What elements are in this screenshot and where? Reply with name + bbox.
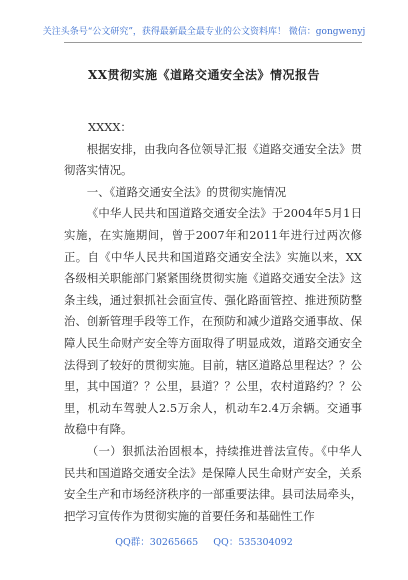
document-title: XX贯彻实施《道路交通安全法》情况报告 [87, 68, 321, 82]
salutation: XXXX： [88, 120, 132, 134]
section-heading: 一、《道路交通安全法》的贯彻实施情况 [86, 184, 287, 199]
paragraph-intro: 根据安排，由我向各位领导汇报《道路交通安全法》贯彻落实情况。 [64, 141, 362, 178]
header-note: 关注头条号“公文研究”，获得最新最全最专业的公文资料库！ 微信：gongwenyj [42, 27, 366, 37]
footer-note: QQ群：30265665 QQ：535304092 [115, 537, 293, 548]
paragraph-implementation: 《中华人民共和国道路交通安全法》于2004年5月1日实施，在实施期间，曾于2007年和2011年进行过两次修正。自《中华人民共和国道路交通安全法》实施以来，XX各级相关职能部门紧紧围绕贯彻实施《道路交通安全法》这条主线，通过狠抓社会面宣传、强化路面管控、推进预防整治、创新管理手段等工作，在预防和减少道路交通事故、保障人民生命财产安全等方面取得了明显成效，道路交通安全法得到了较好的贯彻实施。目前，辖区道路总里程达？？公里，其中国道？？公里，县道？？公里，农村道路约？？公里，机动车驾驶人2.5万余人，机动车2.4万余辆。交通事故稳中有降。 [64, 206, 362, 437]
paragraph-publicity: （一）狠抓法治固根本，持续推进普法宣传。《中华人民共和国道路交通安全法》是保障人民生命财产安全，关系安全生产和市场经济秩序的一部重要法律。县司法局牵头，把学习宣传作为贯彻实施的首要任务和基础性工作 [64, 443, 362, 523]
header-divider [64, 42, 362, 43]
document-body [64, 117, 362, 527]
